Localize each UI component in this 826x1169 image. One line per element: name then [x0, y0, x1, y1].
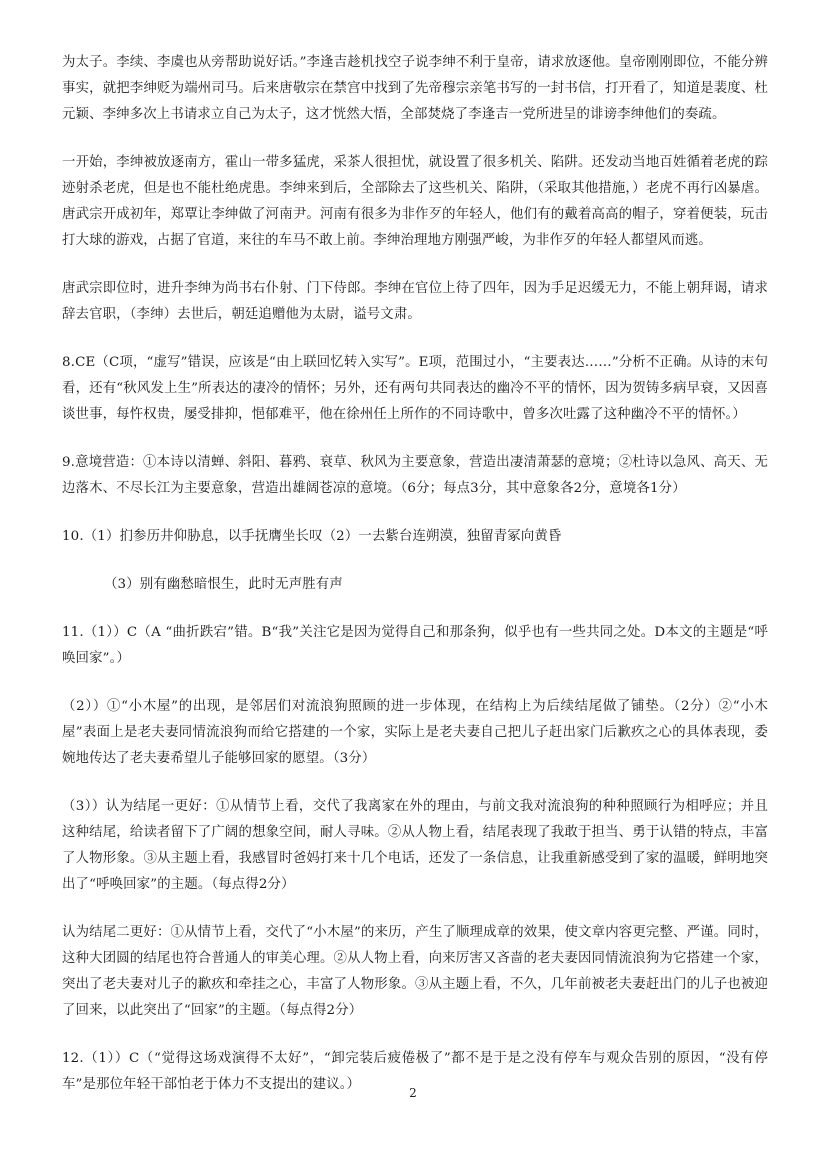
answer-10-part-3: （3）别有幽愁暗恨生，此时无声胜有声 [104, 577, 343, 592]
answer-11-part-3-ending-one: （3））认为结尾一更好：①从情节上看，交代了我离家在外的理由，与前文我对流浪狗的种种照顾行为相呼应；并且这种结尾，给读者留下了广阔的想象空间，耐人寻味。②从人物上看，结尾表现了我敢于担当、勇于认错的特点，丰富了人物形象。③从主题上看，我感冒时爸妈打来十几个电话，还发了一条信息，让我重新感受到了家的温暖，鲜明地突出了“呼唤回家”的主题。（每点得2分） [62, 799, 768, 892]
answer-12-part-1: 12.（1））C（“觉得这场戏演得不太好”，“卸完装后疲倦极了”都不是于是之没有停车与观众告别的原因，“没有停车”是那位年轻干部怕老于体力不支提出的建议。） [62, 1051, 768, 1092]
paragraph-li-shen-tigers: 一开始，李绅被放逐南方，霍山一带多猛虎，采茶人很担忧，就设置了很多机关、陷阱。还发动当地百姓循着老虎的踪迹射杀老虎，但是也不能杜绝虎患。李绅来到后，全部除去了这些机关、陷阱，（采取其他措施，）老虎不再行凶暴虐。唐武宗开成初年，郑覃让李绅做了河南尹。河南有很多为非作歹的年轻人，他们有的戴着高高的帽子，穿着便装，玩击打大球的游戏，占据了官道，来往的车马不敢上前。李绅治理地方刚强严峻，为非作歹的年轻人都望风而逃。 [62, 155, 768, 248]
answer-10: 10.（1）扪参历井仰胁息，以手抚膺坐长叹（2）一去紫台连朔漠，独留青冢向黄昏 [62, 529, 562, 544]
answer-11-part-3-ending-two: 认为结尾二更好：①从情节上看，交代了“小木屋”的来历，产生了顺理成章的效果，使文章内容更完整、严谨。同时，这种大团圆的结尾也符合普通人的审美心理。②从人物上看，向来厉害又吝啬的老夫妻因同情流浪狗为它搭建一个家，突出了老夫妻对儿子的歉疚和牵挂之心，丰富了人物形象。③从主题上看，不久，几年前被老夫妻赶出门的儿子也被迎了回来，以此突出了“回家”的主题。（每点得2分） [62, 925, 768, 1018]
page-number: 2 [409, 1086, 417, 1100]
paragraph-li-shen-death: 唐武宗即位时，进升李绅为尚书右仆射、门下侍郎。李绅在官位上待了四年，因为手足迟缓无力，不能上朝拜谒，请求辞去官职，（李绅）去世后，朝廷追赠他为太尉，谥号文肃。 [62, 281, 768, 322]
answer-9: 9.意境营造：①本诗以清蝉、斜阳、暮鸦、衰草、秋风为主要意象，营造出凄清萧瑟的意境；②杜诗以急风、高天、无边落木、不尽长江为主要意象，营造出雄阔苍凉的意境。（6分；每点3分，其中意象各2分，意境各1分） [62, 455, 768, 496]
paragraph-li-shen-slander: 为太子。李续、李虞也从旁帮助说好话。”李逢吉趁机找空子说李绅不利于皇帝，请求放逐他。皇帝刚刚即位，不能分辨事实，就把李绅贬为端州司马。后来唐敬宗在禁宫中找到了先帝穆宗亲笔书写的一封书信，打开看了，知道是裴度、杜元颖、李绅多次上书请求立自己为太子，这才恍然大悟，全部焚烧了李逢吉一党所进呈的诽谤李绅他们的奏疏。 [62, 55, 768, 122]
answer-11-part-2: （2））①“小木屋”的出现，是邻居们对流浪狗照顾的进一步体现，在结构上为后续结尾做了铺垫。（2分）②“小木屋”表面上是老夫妻同情流浪狗而给它搭建的一个家，实际上是老夫妻自己把儿子赶出家门后歉疚之心的具体表现，委婉地传达了老夫妻希望儿子能够回家的愿望。（3分） [62, 699, 768, 766]
answer-8: 8.CE（C项，“虚写”错误，应该是“由上联回忆转入实写”。E项，范围过小，“主要表达……”分析不正确。从诗的末句看，还有“秋风发上生”所表达的凄冷的情怀；另外，还有两句共同表达的幽冷不平的情怀，因为贺铸多病早衰，又因喜谈世事，每忤权贵，屡受排抑，悒郁难平，他在徐州任上所作的不同诗歌中，曾多次吐露了这种幽冷不平的情怀。） [62, 355, 768, 422]
document-page [62, 50, 768, 1098]
answer-11-part-1: 11.（1））C（A “曲折跌宕”错。B“我”关注它是因为觉得自己和那条狗，似乎也有一些共同之处。D本文的主题是“呼唤回家”。） [62, 625, 768, 666]
